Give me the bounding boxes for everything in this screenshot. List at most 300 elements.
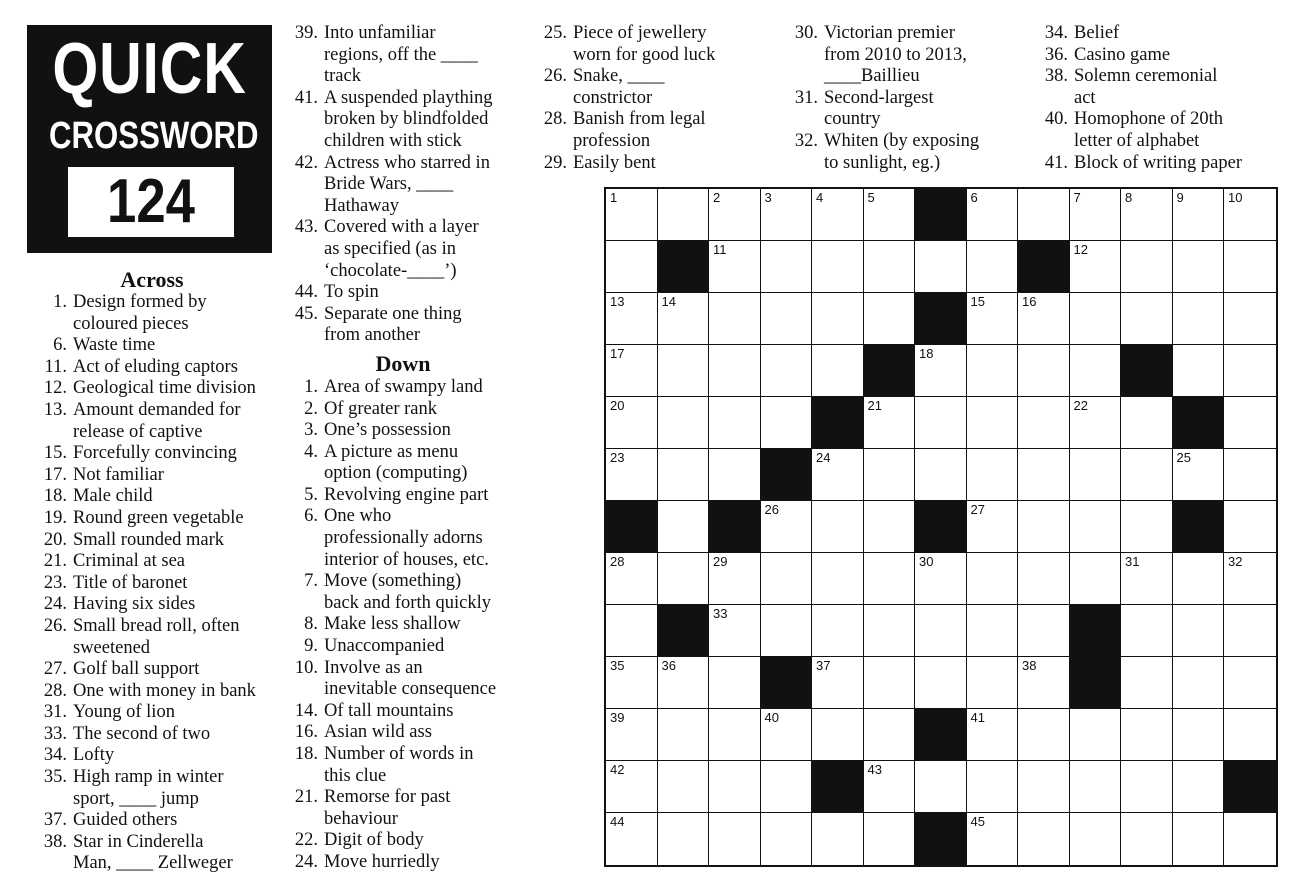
grid-cell-number: 38 bbox=[1022, 658, 1037, 673]
clue-text: Geological time division bbox=[73, 378, 256, 399]
grid-cell-number: 23 bbox=[610, 450, 625, 465]
grid-cell[interactable] bbox=[1018, 397, 1070, 449]
clue-item bbox=[27, 465, 277, 487]
clue-number: 38. bbox=[43, 831, 67, 852]
grid-black-square bbox=[1121, 345, 1173, 397]
grid-cell[interactable] bbox=[658, 553, 710, 605]
grid-cell[interactable] bbox=[915, 761, 967, 813]
logo-quick: QUICK bbox=[52, 29, 247, 109]
grid-cell[interactable] bbox=[864, 293, 916, 345]
clue-item bbox=[1028, 66, 1288, 109]
grid-cell[interactable] bbox=[1070, 241, 1122, 293]
grid-cell[interactable] bbox=[1224, 605, 1276, 657]
grid-cell[interactable] bbox=[709, 189, 761, 241]
across-heading: Across bbox=[120, 267, 184, 292]
clue-number: 4. bbox=[304, 441, 318, 462]
grid-cell[interactable] bbox=[606, 813, 658, 865]
grid-black-square bbox=[761, 449, 813, 501]
clue-item bbox=[278, 442, 528, 485]
grid-cell-number: 22 bbox=[1073, 398, 1088, 413]
grid-cell[interactable] bbox=[915, 345, 967, 397]
clue-item bbox=[1028, 153, 1288, 175]
grid-cell[interactable] bbox=[967, 657, 1019, 709]
puzzle-number: 124 bbox=[107, 167, 195, 236]
clue-number: 37. bbox=[43, 810, 67, 831]
clue-text: High ramp in winter sport, ____ jump bbox=[73, 767, 224, 809]
clue-text: One’s possession bbox=[324, 420, 451, 441]
grid-cell[interactable] bbox=[658, 293, 710, 345]
clue-item bbox=[278, 744, 528, 787]
clue-item bbox=[278, 571, 528, 614]
grid-cell[interactable] bbox=[761, 345, 813, 397]
grid-cell[interactable] bbox=[1173, 657, 1225, 709]
clue-number: 44. bbox=[294, 282, 318, 303]
grid-cell[interactable] bbox=[915, 605, 967, 657]
grid-cell-number: 18 bbox=[919, 346, 934, 361]
grid-cell[interactable] bbox=[1121, 241, 1173, 293]
grid-cell[interactable] bbox=[709, 553, 761, 605]
grid-cell[interactable] bbox=[709, 657, 761, 709]
clue-number: 25. bbox=[543, 23, 567, 43]
clue-number: 24. bbox=[294, 851, 318, 872]
grid-cell[interactable] bbox=[864, 501, 916, 553]
grid-cell[interactable] bbox=[1018, 293, 1070, 345]
grid-cell[interactable] bbox=[606, 241, 658, 293]
clue-number: 31. bbox=[43, 702, 67, 723]
grid-cell[interactable] bbox=[761, 241, 813, 293]
clue-number: 26. bbox=[543, 66, 567, 87]
grid-cell[interactable] bbox=[1121, 553, 1173, 605]
clue-text: Unaccompanied bbox=[324, 636, 445, 657]
clue-text: Design formed by coloured pieces bbox=[73, 292, 207, 334]
grid-cell[interactable] bbox=[761, 813, 813, 865]
grid-cell[interactable] bbox=[812, 813, 864, 865]
grid-cell[interactable] bbox=[606, 397, 658, 449]
grid-cell[interactable] bbox=[709, 709, 761, 761]
grid-cell[interactable] bbox=[915, 241, 967, 293]
clue-text: Act of eluding captors bbox=[73, 356, 238, 377]
grid-cell[interactable] bbox=[1070, 709, 1122, 761]
grid-cell[interactable] bbox=[812, 449, 864, 501]
grid-cell[interactable] bbox=[864, 605, 916, 657]
grid-cell[interactable] bbox=[606, 605, 658, 657]
grid-black-square bbox=[658, 241, 710, 293]
clue-number: 10. bbox=[294, 657, 318, 678]
grid-cell[interactable] bbox=[864, 241, 916, 293]
grid-cell[interactable] bbox=[606, 761, 658, 813]
grid-cell[interactable] bbox=[658, 709, 710, 761]
clue-text: Area of swampy land bbox=[324, 376, 483, 397]
clue-text: Digit of body bbox=[324, 830, 424, 851]
grid-cell[interactable] bbox=[1224, 709, 1276, 761]
grid-cell-number: 14 bbox=[661, 294, 676, 309]
clue-number: 7. bbox=[304, 571, 318, 592]
grid-cell[interactable] bbox=[1121, 293, 1173, 345]
clue-number: 21. bbox=[294, 787, 318, 808]
grid-cell[interactable] bbox=[1121, 605, 1173, 657]
grid-cell[interactable] bbox=[709, 397, 761, 449]
down-clues-column-3 bbox=[527, 23, 767, 174]
clue-text: One with money in bank bbox=[73, 680, 256, 701]
grid-cell-number: 9 bbox=[1176, 190, 1184, 205]
clue-item bbox=[278, 614, 528, 636]
clue-item bbox=[278, 787, 528, 830]
grid-cell[interactable] bbox=[812, 553, 864, 605]
grid-cell[interactable] bbox=[1121, 813, 1173, 865]
grid-cell[interactable] bbox=[1018, 761, 1070, 813]
clue-item bbox=[27, 443, 277, 465]
grid-cell[interactable] bbox=[864, 657, 916, 709]
grid-cell[interactable] bbox=[606, 657, 658, 709]
grid-cell[interactable] bbox=[761, 605, 813, 657]
grid-cell-number: 17 bbox=[610, 346, 625, 361]
grid-cell[interactable] bbox=[761, 397, 813, 449]
clue-text: Small rounded mark bbox=[73, 529, 225, 550]
grid-cell-number: 42 bbox=[610, 762, 625, 777]
grid-cell[interactable] bbox=[1018, 553, 1070, 605]
grid-cell[interactable] bbox=[1121, 501, 1173, 553]
grid-cell[interactable] bbox=[1070, 501, 1122, 553]
grid-cell-number: 7 bbox=[1073, 190, 1081, 205]
grid-cell[interactable] bbox=[709, 605, 761, 657]
grid-cell-number: 12 bbox=[1073, 242, 1088, 257]
grid-cell[interactable] bbox=[1224, 293, 1276, 345]
grid-cell[interactable] bbox=[658, 761, 710, 813]
down-clue-list bbox=[278, 377, 528, 874]
clue-item bbox=[778, 23, 1018, 88]
clue-number: 28. bbox=[543, 109, 567, 130]
clue-text: Star in Cinderella Man, ____ Zellweger bbox=[73, 831, 233, 874]
grid-cell[interactable] bbox=[1070, 813, 1122, 865]
grid-cell-number: 40 bbox=[764, 710, 779, 725]
grid-cell[interactable] bbox=[1121, 189, 1173, 241]
grid-cell[interactable] bbox=[1224, 345, 1276, 397]
grid-cell-number: 11 bbox=[713, 242, 727, 257]
clue-number: 20. bbox=[43, 529, 67, 550]
grid-cell-number: 4 bbox=[816, 190, 824, 205]
grid-cell[interactable] bbox=[812, 657, 864, 709]
grid-black-square bbox=[1173, 501, 1225, 553]
clue-number: 19. bbox=[43, 507, 67, 528]
grid-cell[interactable] bbox=[864, 709, 916, 761]
grid-cell-number: 21 bbox=[867, 398, 882, 413]
logo-crossword: CROSSWORD bbox=[49, 115, 259, 157]
grid-cell[interactable] bbox=[1173, 449, 1225, 501]
grid-cell[interactable] bbox=[1224, 501, 1276, 553]
grid-cell[interactable] bbox=[1121, 709, 1173, 761]
clue-item bbox=[278, 282, 528, 304]
clue-number: 2. bbox=[304, 398, 318, 419]
clue-number: 30. bbox=[794, 23, 818, 43]
clue-text: Small bread roll, often sweetened bbox=[73, 615, 240, 658]
grid-black-square bbox=[1070, 605, 1122, 657]
grid-cell[interactable] bbox=[1224, 189, 1276, 241]
grid-cell[interactable] bbox=[864, 449, 916, 501]
grid-cell[interactable] bbox=[915, 449, 967, 501]
grid-cell[interactable] bbox=[967, 345, 1019, 397]
grid-cell[interactable] bbox=[967, 293, 1019, 345]
grid-cell[interactable] bbox=[1121, 657, 1173, 709]
grid-cell[interactable] bbox=[658, 813, 710, 865]
grid-cell-number: 44 bbox=[610, 814, 625, 829]
grid-cell[interactable] bbox=[1173, 293, 1225, 345]
clue-item bbox=[27, 724, 277, 746]
grid-cell[interactable] bbox=[1070, 449, 1122, 501]
clue-item bbox=[278, 153, 528, 218]
clue-item bbox=[1028, 23, 1288, 45]
grid-cell[interactable] bbox=[967, 761, 1019, 813]
clue-number: 21. bbox=[43, 551, 67, 572]
clue-number: 29. bbox=[543, 152, 567, 173]
grid-cell[interactable] bbox=[658, 345, 710, 397]
grid-cell[interactable] bbox=[658, 449, 710, 501]
grid-cell[interactable] bbox=[709, 293, 761, 345]
grid-cell[interactable] bbox=[812, 501, 864, 553]
clue-item bbox=[278, 506, 528, 571]
grid-cell[interactable] bbox=[915, 657, 967, 709]
grid-cell[interactable] bbox=[1173, 605, 1225, 657]
clue-item bbox=[527, 153, 767, 175]
clue-number: 43. bbox=[294, 217, 318, 238]
grid-cell[interactable] bbox=[1224, 813, 1276, 865]
clue-text: Golf ball support bbox=[73, 659, 200, 680]
clue-text: Second-largest country bbox=[824, 87, 934, 130]
grid-cell[interactable] bbox=[864, 189, 916, 241]
clue-number: 34. bbox=[1044, 23, 1068, 43]
grid-cell[interactable] bbox=[864, 761, 916, 813]
clue-number: 6. bbox=[53, 335, 67, 356]
clue-text: Having six sides bbox=[73, 594, 196, 615]
clue-text: Covered with a layer as specified (as in ‘chocolate-____’) bbox=[324, 217, 479, 281]
grid-cell[interactable] bbox=[761, 709, 813, 761]
grid-cell[interactable] bbox=[606, 553, 658, 605]
grid-cell[interactable] bbox=[967, 605, 1019, 657]
grid-cell-number: 13 bbox=[610, 294, 625, 309]
grid-cell[interactable] bbox=[1121, 397, 1173, 449]
clue-item bbox=[27, 530, 277, 552]
grid-cell[interactable] bbox=[606, 293, 658, 345]
clue-text: Solemn ceremonial act bbox=[1074, 66, 1218, 108]
grid-cell[interactable] bbox=[606, 449, 658, 501]
grid-cell[interactable] bbox=[967, 189, 1019, 241]
grid-cell[interactable] bbox=[1018, 189, 1070, 241]
grid-cell-number: 24 bbox=[816, 450, 831, 465]
grid-cell[interactable] bbox=[1173, 345, 1225, 397]
grid-black-square bbox=[915, 293, 967, 345]
grid-cell[interactable] bbox=[864, 397, 916, 449]
clue-item bbox=[278, 420, 528, 442]
clue-number: 1. bbox=[53, 292, 67, 312]
clue-item bbox=[27, 616, 277, 659]
grid-cell[interactable] bbox=[812, 189, 864, 241]
grid-cell[interactable] bbox=[761, 761, 813, 813]
clue-text: Revolving engine part bbox=[324, 484, 489, 505]
grid-cell[interactable] bbox=[1173, 761, 1225, 813]
grid-cell[interactable] bbox=[1018, 657, 1070, 709]
grid-cell-number: 8 bbox=[1125, 190, 1133, 205]
down-clue-list-5 bbox=[1028, 23, 1288, 174]
grid-cell[interactable] bbox=[658, 189, 710, 241]
grid-cell[interactable] bbox=[709, 813, 761, 865]
grid-cell[interactable] bbox=[1173, 241, 1225, 293]
grid-cell[interactable] bbox=[1173, 189, 1225, 241]
clue-item bbox=[27, 767, 277, 810]
grid-cell[interactable] bbox=[967, 397, 1019, 449]
grid-black-square bbox=[915, 189, 967, 241]
grid-cell[interactable] bbox=[812, 605, 864, 657]
clue-item bbox=[278, 88, 528, 153]
clue-text: Young of lion bbox=[73, 702, 175, 723]
grid-black-square bbox=[658, 605, 710, 657]
clue-text: Actress who starred in Bride Wars, ____ Hathaway bbox=[324, 152, 490, 216]
clue-text: Not familiar bbox=[73, 464, 164, 485]
grid-cell-number: 35 bbox=[610, 658, 625, 673]
grid-cell[interactable] bbox=[864, 553, 916, 605]
grid-cell[interactable] bbox=[812, 709, 864, 761]
clue-number: 15. bbox=[43, 443, 67, 464]
grid-black-square bbox=[1173, 397, 1225, 449]
grid-cell[interactable] bbox=[1224, 553, 1276, 605]
clue-number: 31. bbox=[794, 87, 818, 108]
grid-cell[interactable] bbox=[1070, 345, 1122, 397]
clue-text: Waste time bbox=[73, 335, 156, 356]
clue-number: 42. bbox=[294, 152, 318, 173]
grid-cell[interactable] bbox=[864, 813, 916, 865]
grid-cell[interactable] bbox=[1121, 449, 1173, 501]
clue-text: Block of writing paper bbox=[1074, 152, 1242, 173]
grid-cell[interactable] bbox=[812, 241, 864, 293]
grid-cell-number: 45 bbox=[970, 814, 985, 829]
grid-cell-number: 39 bbox=[610, 710, 625, 725]
grid-cell[interactable] bbox=[1018, 709, 1070, 761]
grid-cell[interactable] bbox=[658, 501, 710, 553]
clue-text: A suspended plaything broken by blindfolded children with stick bbox=[324, 87, 493, 151]
grid-cell[interactable] bbox=[606, 709, 658, 761]
grid-cell[interactable] bbox=[1224, 657, 1276, 709]
grid-cell[interactable] bbox=[1070, 189, 1122, 241]
grid-black-square bbox=[812, 761, 864, 813]
grid-cell[interactable] bbox=[1018, 605, 1070, 657]
grid-cell[interactable] bbox=[1224, 397, 1276, 449]
clue-item bbox=[27, 335, 277, 357]
clue-text: Amount demanded for release of captive bbox=[73, 399, 241, 442]
grid-cell[interactable] bbox=[967, 709, 1019, 761]
grid-cell[interactable] bbox=[658, 397, 710, 449]
grid-cell[interactable] bbox=[709, 761, 761, 813]
clue-number: 5. bbox=[304, 484, 318, 505]
grid-cell[interactable] bbox=[606, 345, 658, 397]
grid-cell[interactable] bbox=[709, 345, 761, 397]
grid-cell[interactable] bbox=[658, 657, 710, 709]
grid-cell[interactable] bbox=[967, 501, 1019, 553]
grid-cell[interactable] bbox=[967, 813, 1019, 865]
grid-cell[interactable] bbox=[761, 189, 813, 241]
clue-item bbox=[527, 23, 767, 66]
clue-text: Move (something) back and forth quickly bbox=[324, 571, 491, 613]
clue-item bbox=[278, 23, 528, 88]
grid-cell-number: 41 bbox=[970, 710, 985, 725]
clue-text: Lofty bbox=[73, 745, 115, 766]
clue-text: Of greater rank bbox=[324, 398, 437, 419]
grid-cell[interactable] bbox=[1173, 553, 1225, 605]
grid-cell[interactable] bbox=[1121, 761, 1173, 813]
grid-cell-number: 29 bbox=[713, 554, 728, 569]
puzzle-number-box bbox=[68, 167, 234, 237]
grid-cell[interactable] bbox=[1018, 501, 1070, 553]
clue-number: 35. bbox=[43, 767, 67, 788]
grid-cell[interactable] bbox=[761, 293, 813, 345]
grid-cell[interactable] bbox=[1224, 241, 1276, 293]
grid-cell[interactable] bbox=[1070, 397, 1122, 449]
clue-text: Move hurriedly bbox=[324, 851, 440, 872]
grid-cell[interactable] bbox=[1173, 813, 1225, 865]
clue-number: 12. bbox=[43, 378, 67, 399]
grid-black-square bbox=[1018, 241, 1070, 293]
clue-item bbox=[278, 217, 528, 282]
clue-item bbox=[278, 830, 528, 852]
grid-cell[interactable] bbox=[915, 553, 967, 605]
grid-cell-number: 3 bbox=[764, 190, 772, 205]
clue-item bbox=[27, 357, 277, 379]
clue-item bbox=[527, 66, 767, 109]
clue-number: 38. bbox=[1044, 66, 1068, 87]
grid-cell-number: 16 bbox=[1022, 294, 1037, 309]
grid-cell-number: 2 bbox=[713, 190, 721, 205]
grid-cell[interactable] bbox=[967, 241, 1019, 293]
grid-cell[interactable] bbox=[812, 345, 864, 397]
down-clues-column-5 bbox=[1028, 23, 1288, 174]
clue-text: Whiten (by exposing to sunlight, eg.) bbox=[824, 130, 980, 173]
clue-number: 27. bbox=[43, 659, 67, 680]
grid-cell[interactable] bbox=[1070, 293, 1122, 345]
grid-cell[interactable] bbox=[812, 293, 864, 345]
clue-item bbox=[778, 88, 1018, 131]
grid-cell[interactable] bbox=[1224, 449, 1276, 501]
grid-cell-number: 26 bbox=[764, 502, 779, 517]
grid-cell-number: 10 bbox=[1228, 190, 1243, 205]
grid-cell[interactable] bbox=[709, 449, 761, 501]
grid-black-square bbox=[864, 345, 916, 397]
grid-cell[interactable] bbox=[967, 449, 1019, 501]
grid-cell[interactable] bbox=[967, 553, 1019, 605]
grid-cell[interactable] bbox=[915, 397, 967, 449]
down-clue-list-4 bbox=[778, 23, 1018, 174]
clue-text: Title of baronet bbox=[73, 572, 188, 593]
grid-cell[interactable] bbox=[1070, 553, 1122, 605]
grid-cell[interactable] bbox=[1070, 761, 1122, 813]
clue-text: Asian wild ass bbox=[324, 722, 432, 743]
grid-cell[interactable] bbox=[1018, 449, 1070, 501]
clue-text: To spin bbox=[324, 282, 379, 303]
grid-cell[interactable] bbox=[1018, 813, 1070, 865]
clue-text: Banish from legal profession bbox=[573, 109, 706, 151]
clue-text: Easily bent bbox=[573, 152, 656, 173]
clue-text: Forcefully convincing bbox=[73, 443, 237, 464]
grid-cell[interactable] bbox=[709, 241, 761, 293]
clue-item bbox=[27, 810, 277, 832]
grid-cell-number: 27 bbox=[970, 502, 985, 517]
grid-cell[interactable] bbox=[606, 189, 658, 241]
grid-cell-number: 30 bbox=[919, 554, 934, 569]
grid-cell[interactable] bbox=[1173, 709, 1225, 761]
grid-cell[interactable] bbox=[1018, 345, 1070, 397]
down-clue-list-3 bbox=[527, 23, 767, 174]
clue-text: Casino game bbox=[1074, 44, 1171, 65]
grid-cell[interactable] bbox=[761, 501, 813, 553]
clue-text: Into unfamiliar regions, off the ____ track bbox=[324, 23, 478, 87]
clue-text: Involve as an inevitable consequence bbox=[324, 657, 497, 700]
grid-cell[interactable] bbox=[761, 553, 813, 605]
